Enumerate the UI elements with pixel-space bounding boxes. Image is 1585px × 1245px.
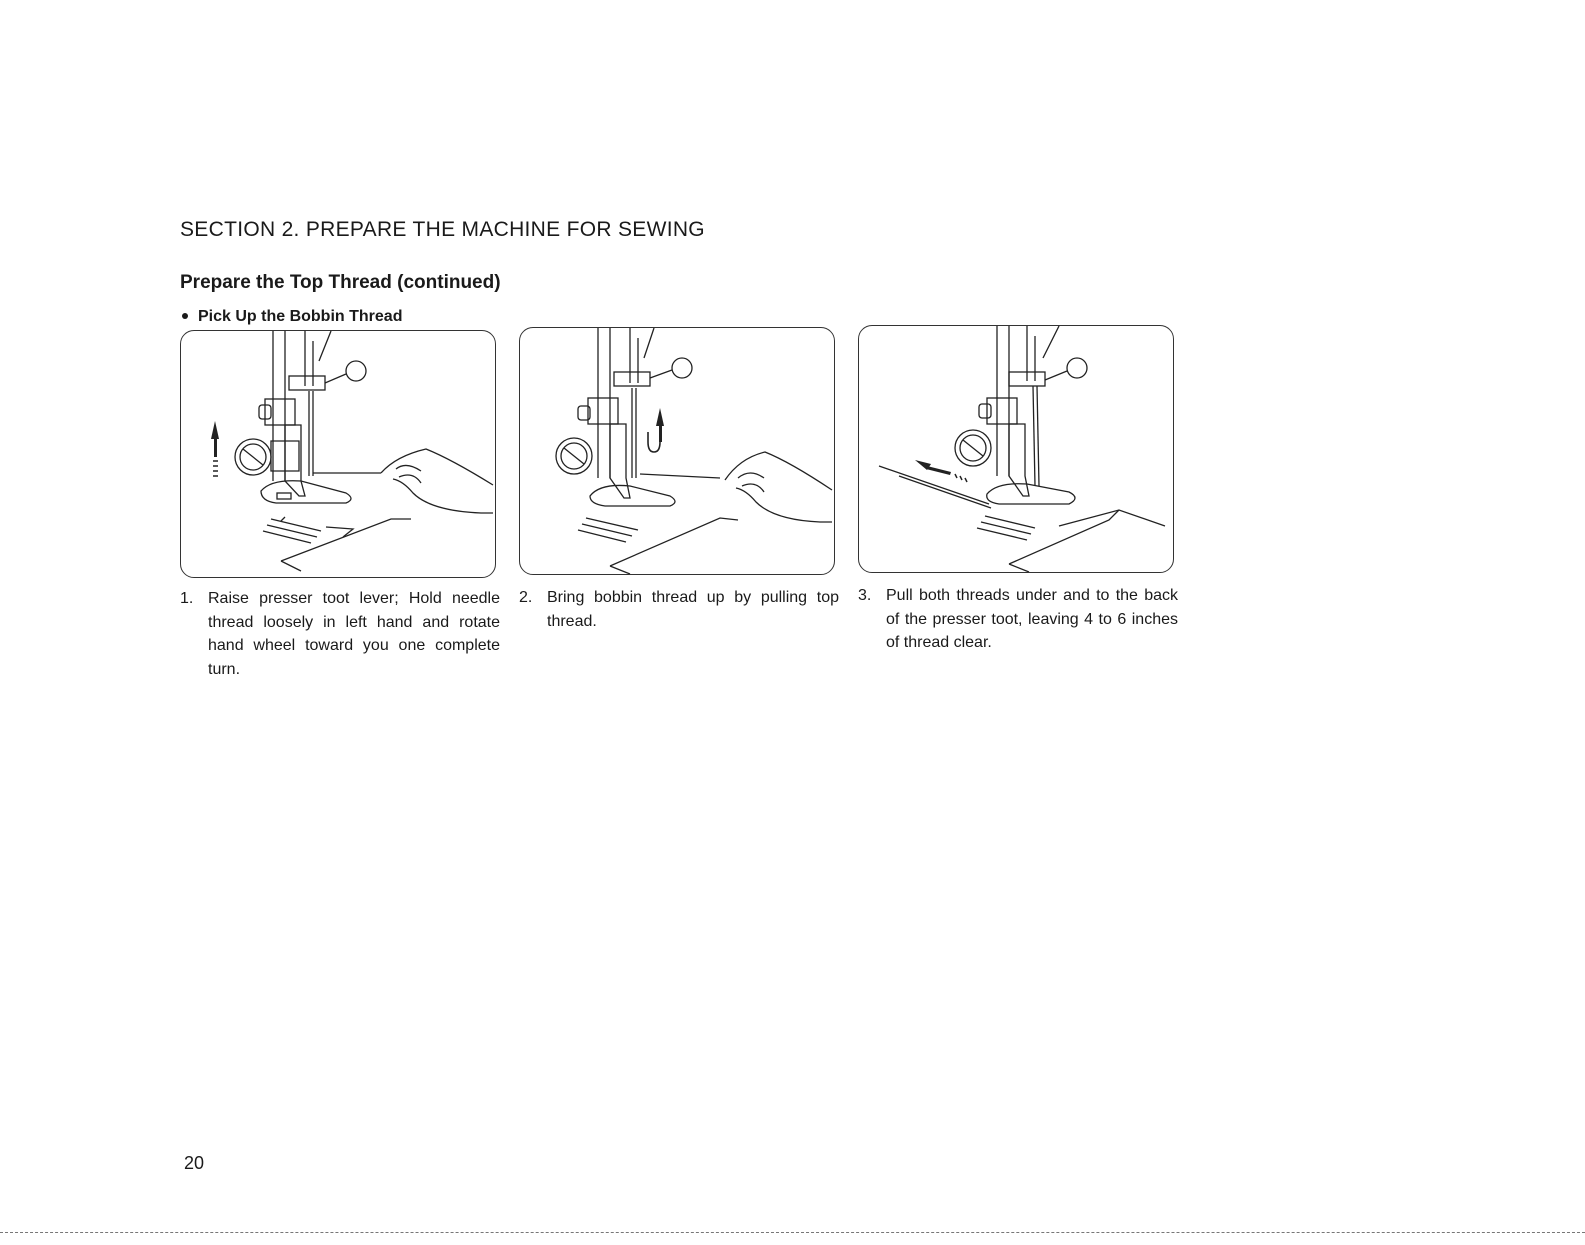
step-2-text: Bring bobbin thread up by pulling top thread. <box>547 589 839 630</box>
page-number: 20 <box>184 1153 205 1173</box>
step-3 <box>858 584 1178 655</box>
sewing-machine-pull-threads-illustration <box>859 326 1173 572</box>
section-title: SECTION 2. PREPARE THE MACHINE FOR SEWING <box>180 218 705 241</box>
step-3-number: 3. <box>858 587 872 604</box>
illustration-step-1 <box>180 330 496 578</box>
bullet-icon <box>182 313 188 319</box>
illustration-step-3 <box>858 325 1174 573</box>
sewing-machine-bobbin-thread-illustration <box>520 328 834 574</box>
step-1-text: Raise presser toot lever; Hold needle thread loosely in left hand and rotate hand wheel toward you one complete turn. <box>208 590 500 678</box>
step-3-text: Pull both threads under and to the back of the presser toot, leaving 4 to 6 inches of thread clear. <box>886 587 1178 651</box>
bullet-heading-text: Pick Up the Bobbin Thread <box>198 308 403 325</box>
sewing-machine-raise-lever-illustration <box>181 331 495 577</box>
step-1 <box>180 587 500 681</box>
subsection-title: Prepare the Top Thread (continued) <box>180 272 501 293</box>
illustration-step-2 <box>519 327 835 575</box>
step-2 <box>519 586 839 633</box>
bullet-heading <box>182 308 402 326</box>
step-2-number: 2. <box>519 589 533 606</box>
page-bottom-rule <box>0 1232 1585 1233</box>
step-1-number: 1. <box>180 590 194 607</box>
